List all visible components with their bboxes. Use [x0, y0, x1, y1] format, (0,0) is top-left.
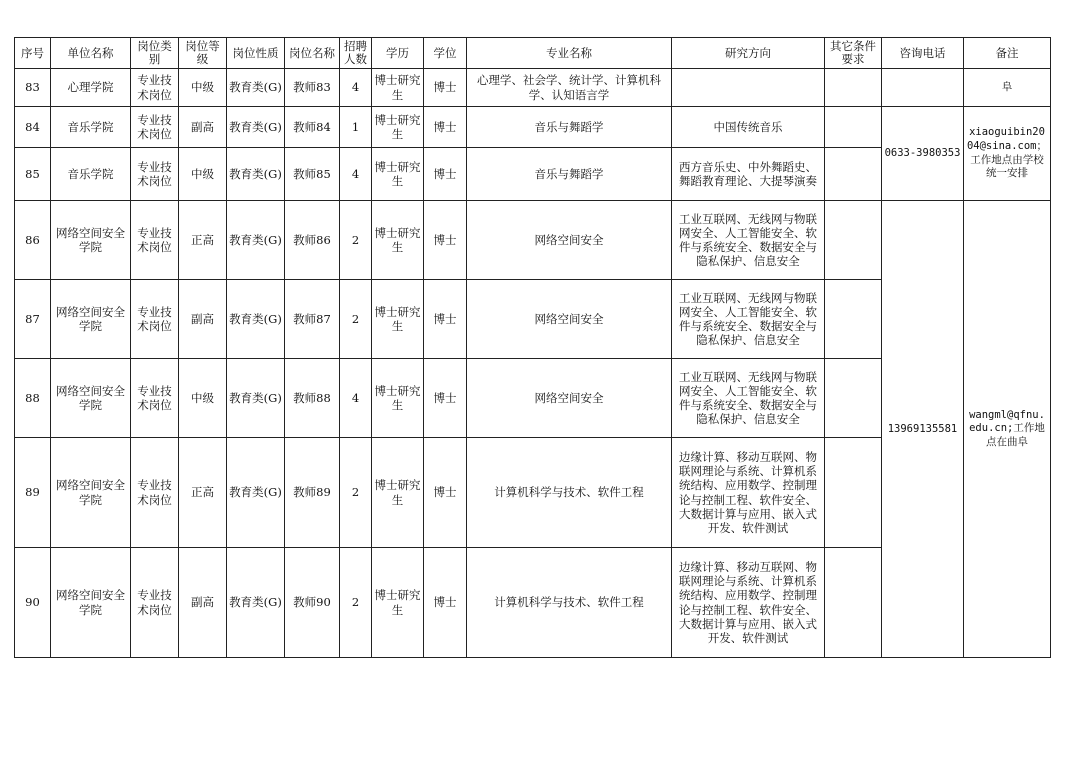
note: 阜 — [964, 69, 1051, 107]
education: 博士研究生 — [372, 548, 424, 658]
post-category: 专业技术岗位 — [131, 148, 179, 201]
header-cell: 专业名称 — [467, 38, 672, 69]
major: 网络空间安全 — [467, 280, 672, 359]
table-row — [15, 69, 1051, 107]
degree: 博士 — [424, 148, 467, 201]
post-category: 专业技术岗位 — [131, 201, 179, 280]
recruit-count: 1 — [340, 107, 372, 148]
recruit-count: 2 — [340, 548, 372, 658]
post-level: 副高 — [179, 107, 227, 148]
row-number: 90 — [15, 548, 51, 658]
header-cell: 岗位等级 — [179, 38, 227, 69]
education: 博士研究生 — [372, 201, 424, 280]
post-name: 教师84 — [285, 107, 340, 148]
post-name: 教师88 — [285, 359, 340, 438]
header-cell: 学位 — [424, 38, 467, 69]
post-name: 教师86 — [285, 201, 340, 280]
header-cell: 序号 — [15, 38, 51, 69]
row-number: 89 — [15, 438, 51, 548]
education: 博士研究生 — [372, 69, 424, 107]
research-direction: 西方音乐史、中外舞蹈史、舞蹈教育理论、大提琴演奏 — [672, 148, 825, 201]
other-requirements — [825, 201, 882, 280]
post-level: 副高 — [179, 280, 227, 359]
phone: 0633-3980353 — [882, 107, 964, 201]
major: 音乐与舞蹈学 — [467, 148, 672, 201]
research-direction: 边缘计算、移动互联网、物联网理论与系统、计算机系统结构、应用数学、控制理论与控制工程、软件安全、大数据计算与应用、嵌入式开发、软件测试 — [672, 438, 825, 548]
unit-name: 音乐学院 — [51, 148, 131, 201]
major: 音乐与舞蹈学 — [467, 107, 672, 148]
recruitment-table — [14, 37, 1051, 658]
post-nature: 教育类(G) — [227, 107, 285, 148]
post-level: 中级 — [179, 148, 227, 201]
recruit-count: 2 — [340, 438, 372, 548]
post-name: 教师83 — [285, 69, 340, 107]
row-number: 86 — [15, 201, 51, 280]
recruit-count: 4 — [340, 359, 372, 438]
post-level: 副高 — [179, 548, 227, 658]
header-cell: 其它条件要求 — [825, 38, 882, 69]
research-direction: 工业互联网、无线网与物联网安全、人工智能安全、软件与系统安全、数据安全与隐私保护、信息安全 — [672, 201, 825, 280]
post-nature: 教育类(G) — [227, 359, 285, 438]
post-name: 教师89 — [285, 438, 340, 548]
degree: 博士 — [424, 107, 467, 148]
education: 博士研究生 — [372, 438, 424, 548]
unit-name: 网络空间安全学院 — [51, 359, 131, 438]
education: 博士研究生 — [372, 280, 424, 359]
other-requirements — [825, 438, 882, 548]
unit-name: 网络空间安全学院 — [51, 548, 131, 658]
row-number: 85 — [15, 148, 51, 201]
education: 博士研究生 — [372, 107, 424, 148]
header-cell: 学历 — [372, 38, 424, 69]
unit-name: 网络空间安全学院 — [51, 201, 131, 280]
other-requirements — [825, 148, 882, 201]
header-cell: 岗位性质 — [227, 38, 285, 69]
education: 博士研究生 — [372, 359, 424, 438]
post-nature: 教育类(G) — [227, 280, 285, 359]
header-cell: 咨询电话 — [882, 38, 964, 69]
degree: 博士 — [424, 69, 467, 107]
phone: 13969135581 — [882, 201, 964, 658]
header-cell: 单位名称 — [51, 38, 131, 69]
note: wangml@qfnu.edu.cn;工作地点在曲阜 — [964, 201, 1051, 658]
unit-name: 心理学院 — [51, 69, 131, 107]
post-name: 教师90 — [285, 548, 340, 658]
row-number: 83 — [15, 69, 51, 107]
post-nature: 教育类(G) — [227, 548, 285, 658]
post-name: 教师87 — [285, 280, 340, 359]
post-level: 正高 — [179, 438, 227, 548]
research-direction: 工业互联网、无线网与物联网安全、人工智能安全、软件与系统安全、数据安全与隐私保护、信息安全 — [672, 359, 825, 438]
post-level: 中级 — [179, 69, 227, 107]
header-cell: 招聘人数 — [340, 38, 372, 69]
degree: 博士 — [424, 280, 467, 359]
degree: 博士 — [424, 201, 467, 280]
row-number: 87 — [15, 280, 51, 359]
recruit-count: 4 — [340, 69, 372, 107]
other-requirements — [825, 548, 882, 658]
research-direction: 工业互联网、无线网与物联网安全、人工智能安全、软件与系统安全、数据安全与隐私保护、信息安全 — [672, 280, 825, 359]
post-name: 教师85 — [285, 148, 340, 201]
row-number: 84 — [15, 107, 51, 148]
research-direction: 边缘计算、移动互联网、物联网理论与系统、计算机系统结构、应用数学、控制理论与控制工程、软件安全、大数据计算与应用、嵌入式开发、软件测试 — [672, 548, 825, 658]
degree: 博士 — [424, 438, 467, 548]
unit-name: 网络空间安全学院 — [51, 438, 131, 548]
recruit-count: 4 — [340, 148, 372, 201]
unit-name: 音乐学院 — [51, 107, 131, 148]
post-category: 专业技术岗位 — [131, 548, 179, 658]
post-category: 专业技术岗位 — [131, 438, 179, 548]
other-requirements — [825, 359, 882, 438]
post-level: 中级 — [179, 359, 227, 438]
header-cell: 岗位名称 — [285, 38, 340, 69]
post-level: 正高 — [179, 201, 227, 280]
post-category: 专业技术岗位 — [131, 359, 179, 438]
table-header-row — [15, 38, 1051, 69]
post-category: 专业技术岗位 — [131, 280, 179, 359]
research-direction — [672, 69, 825, 107]
header-cell: 岗位类别 — [131, 38, 179, 69]
note: xiaoguibin2004@sina.com；工作地点由学校统一安排 — [964, 107, 1051, 201]
post-nature: 教育类(G) — [227, 148, 285, 201]
major: 网络空间安全 — [467, 359, 672, 438]
major: 计算机科学与技术、软件工程 — [467, 548, 672, 658]
post-nature: 教育类(G) — [227, 438, 285, 548]
phone — [882, 69, 964, 107]
education: 博士研究生 — [372, 148, 424, 201]
post-nature: 教育类(G) — [227, 201, 285, 280]
research-direction: 中国传统音乐 — [672, 107, 825, 148]
table-row — [15, 201, 1051, 280]
degree: 博士 — [424, 548, 467, 658]
degree: 博士 — [424, 359, 467, 438]
post-category: 专业技术岗位 — [131, 107, 179, 148]
major: 网络空间安全 — [467, 201, 672, 280]
other-requirements — [825, 107, 882, 148]
table-row — [15, 107, 1051, 148]
other-requirements — [825, 69, 882, 107]
unit-name: 网络空间安全学院 — [51, 280, 131, 359]
recruit-count: 2 — [340, 201, 372, 280]
recruit-count: 2 — [340, 280, 372, 359]
row-number: 88 — [15, 359, 51, 438]
post-nature: 教育类(G) — [227, 69, 285, 107]
header-cell: 研究方向 — [672, 38, 825, 69]
post-category: 专业技术岗位 — [131, 69, 179, 107]
other-requirements — [825, 280, 882, 359]
major: 计算机科学与技术、软件工程 — [467, 438, 672, 548]
major: 心理学、社会学、统计学、计算机科学、认知语言学 — [467, 69, 672, 107]
header-cell: 备注 — [964, 38, 1051, 69]
